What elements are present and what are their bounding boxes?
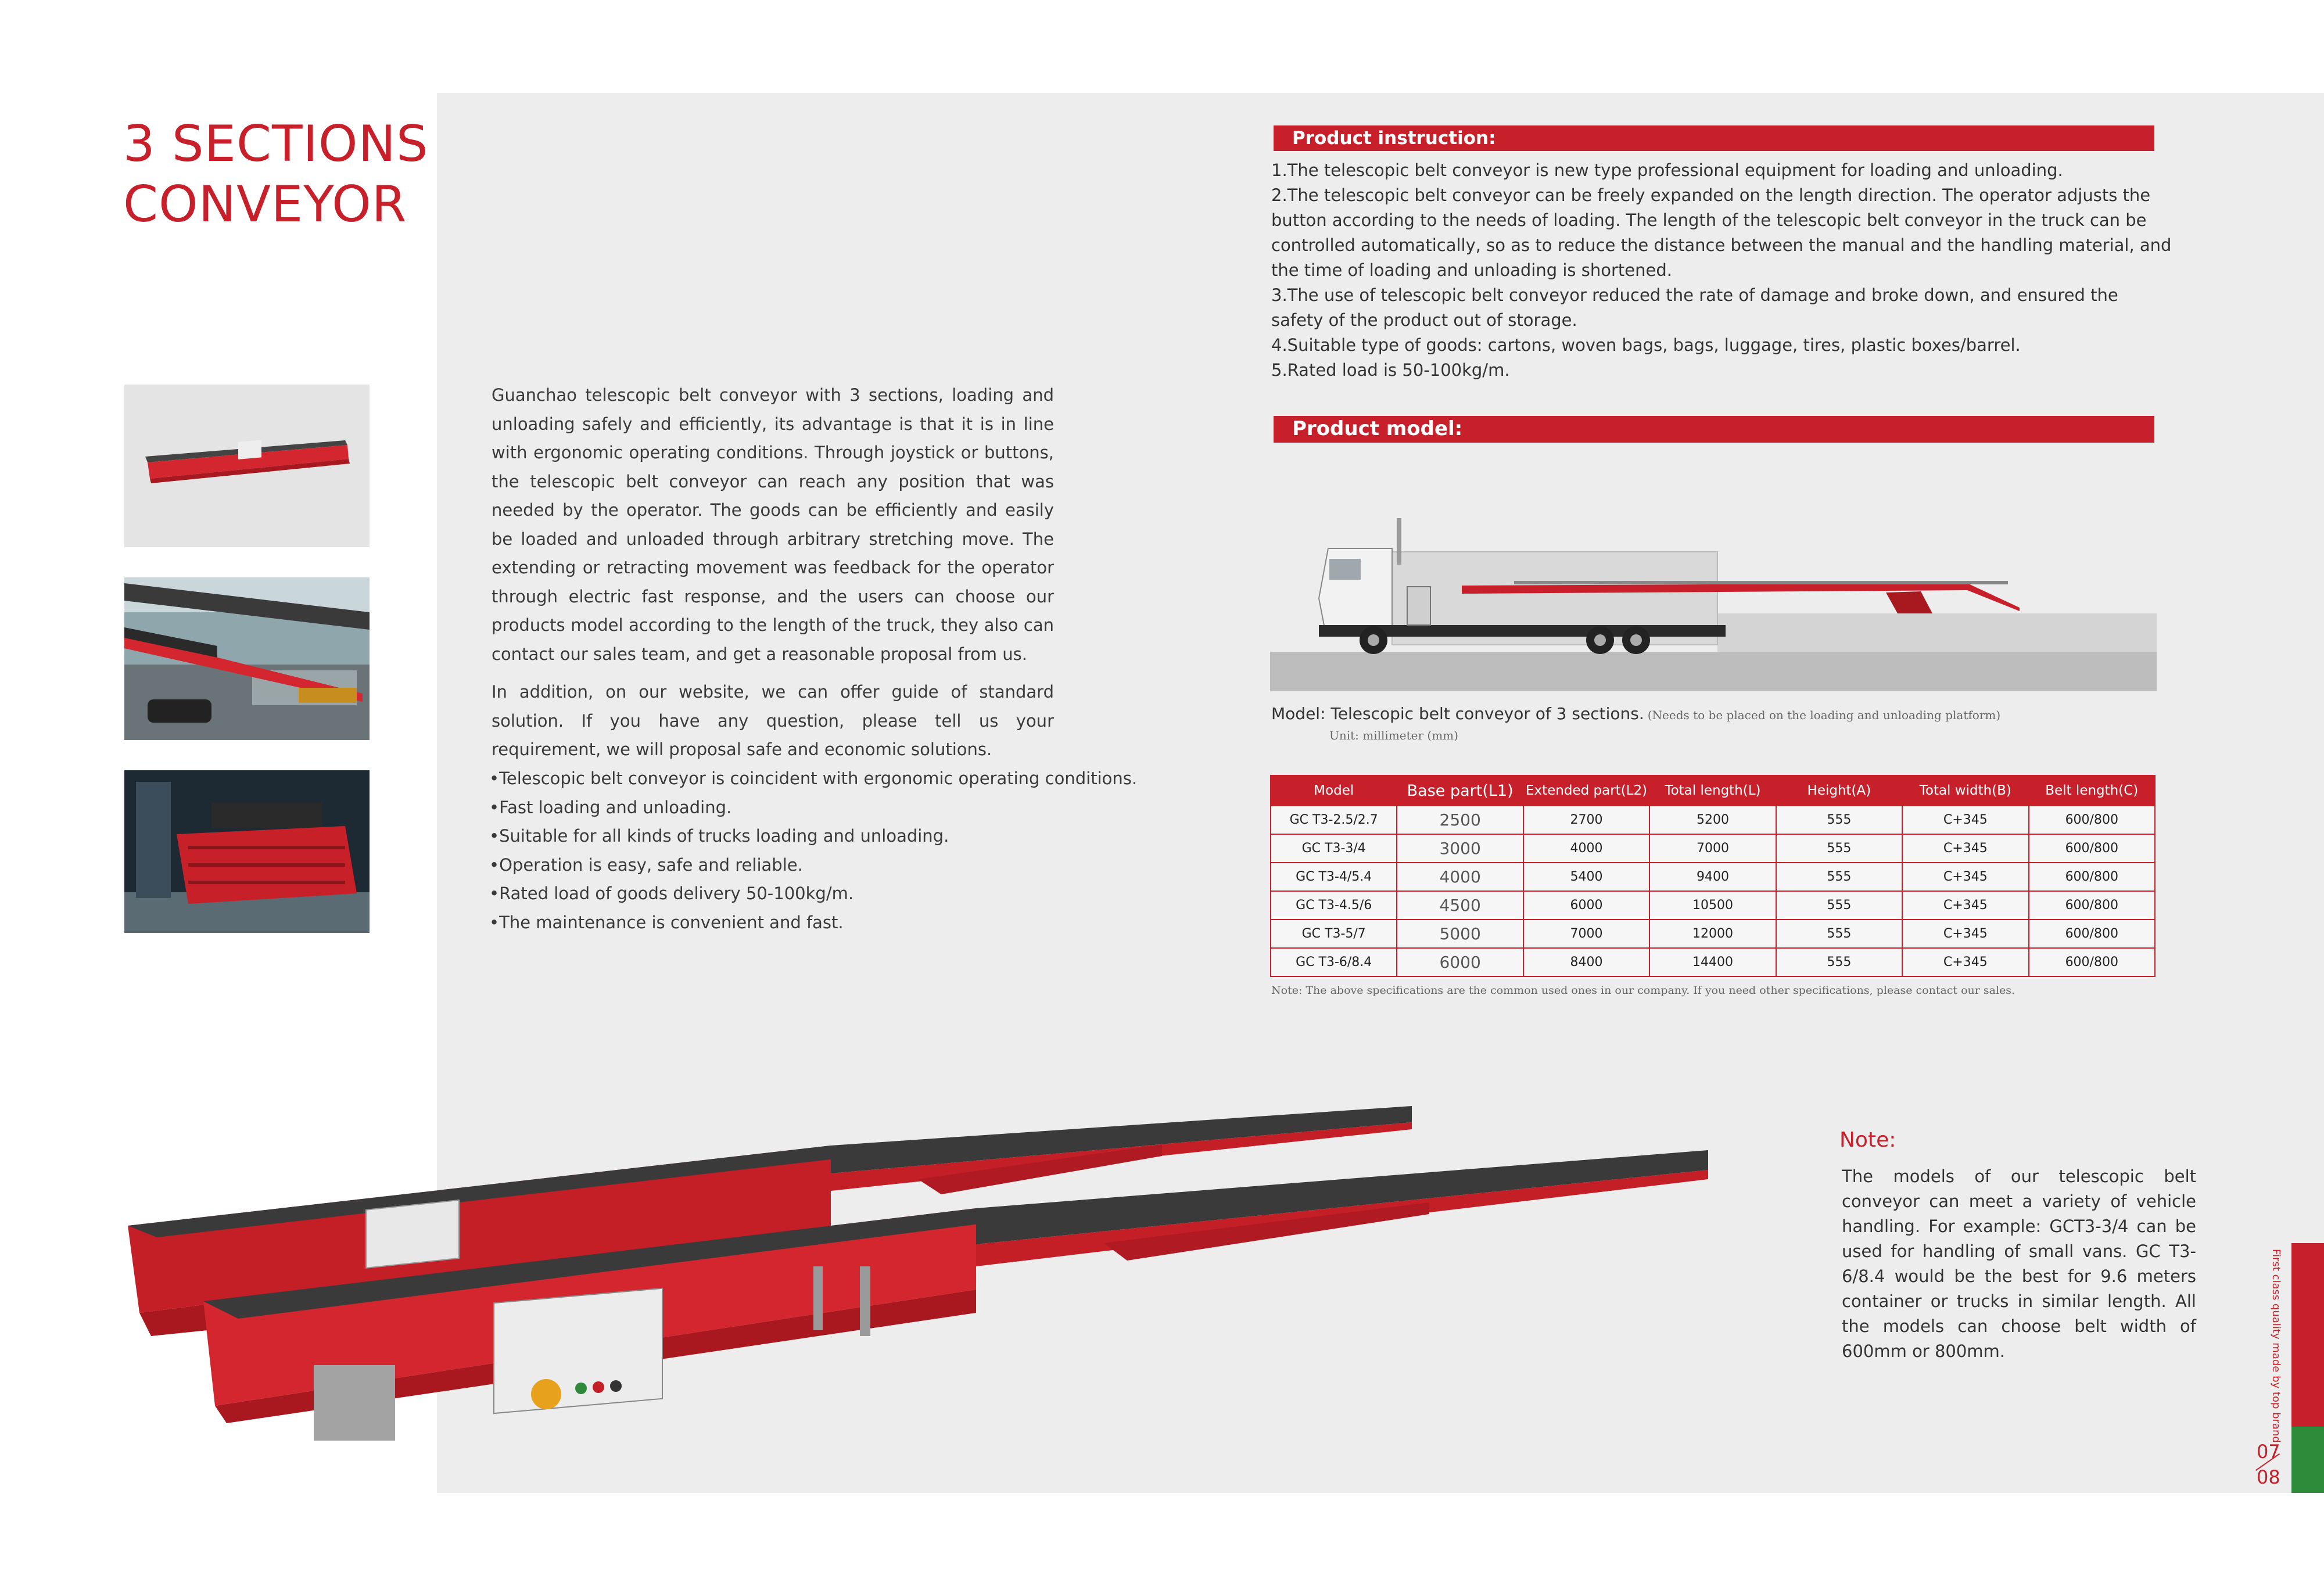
instruction-item: 2.The telescopic belt conveyor can be freely expanded on the length direction. The operator adjusts the button according to the needs of loading. The length of the telescopic belt conveyor in the truck can be controlled automatically, so as to reduce the distance between the manual and the handling material, and the time of loading and unloading is shortened. — [1271, 185, 2172, 280]
cell-base-part: 5000 — [1397, 920, 1523, 948]
cell-extended-part: 8400 — [1523, 948, 1649, 976]
conveyor-product-illustration — [116, 1092, 1731, 1510]
feature-list — [489, 764, 1138, 937]
unit-label: Unit: millimeter (mm) — [1329, 728, 1458, 742]
cell-total-width: C+345 — [1902, 891, 2028, 920]
description-paragraph-1: Guanchao telescopic belt conveyor with 3 sections, loading and unloading safely and efficiently, its advantage is that it is in line with ergonomic operating conditions. Through joystick or buttons, the telescopic belt conveyor can reach any position that was needed by the operator. The goods can be efficiently and easily be loaded and unloaded through arbitrary stretching move. The extending or retracting movement was feedback for the operator through electric fast response, and the users can choose our products model according to the length of the truck, they also can contact our sales team, and get a reasonable proposal from us. — [492, 385, 1054, 664]
note-title: Note: — [1839, 1128, 1896, 1152]
header-height: Height(A) — [1776, 775, 1902, 806]
title-line-1: 3 SECTIONS — [123, 115, 429, 173]
cell-total-length: 12000 — [1649, 920, 1776, 948]
cell-total-length: 10500 — [1649, 891, 1776, 920]
truck-loading-diagram — [1270, 505, 2157, 697]
cell-height: 555 — [1776, 920, 1902, 948]
feature-item: •The maintenance is convenient and fast. — [489, 912, 844, 932]
spec-table — [1270, 775, 2156, 977]
cell-total-width: C+345 — [1902, 948, 2028, 976]
feature-item: •Fast loading and unloading. — [489, 797, 732, 817]
cell-belt-length: 600/800 — [2029, 806, 2155, 834]
instruction-item: 1.The telescopic belt conveyor is new type professional equipment for loading and unloading. — [1271, 160, 2063, 180]
header-base-part: Base part(L1) — [1397, 775, 1523, 806]
thumbnail-conveyor-studio — [124, 385, 370, 547]
feature-item: •Rated load of goods delivery 50-100kg/m. — [489, 884, 854, 903]
model-caption: Model: Telescopic belt conveyor of 3 sections. — [1271, 704, 1644, 723]
table-row — [1271, 834, 2155, 863]
cell-model: GC T3-6/8.4 — [1271, 948, 1397, 976]
cell-total-width: C+345 — [1902, 834, 2028, 863]
table-row — [1271, 920, 2155, 948]
cell-belt-length: 600/800 — [2029, 863, 2155, 891]
cell-total-width: C+345 — [1902, 863, 2028, 891]
feature-item: •Suitable for all kinds of trucks loading and unloading. — [489, 826, 949, 846]
cell-extended-part: 4000 — [1523, 834, 1649, 863]
header-extended-part: Extended part(L2) — [1523, 775, 1649, 806]
cell-base-part: 6000 — [1397, 948, 1523, 976]
cell-model: GC T3-5/7 — [1271, 920, 1397, 948]
cell-total-length: 7000 — [1649, 834, 1776, 863]
thumbnail-conveyor-warehouse — [124, 577, 370, 740]
side-accent-red — [2291, 1243, 2324, 1436]
title-line-2: CONVEYOR — [123, 175, 407, 234]
cell-total-width: C+345 — [1902, 920, 2028, 948]
cell-belt-length: 600/800 — [2029, 834, 2155, 863]
cell-height: 555 — [1776, 863, 1902, 891]
cell-belt-length: 600/800 — [2029, 891, 2155, 920]
cell-height: 555 — [1776, 891, 1902, 920]
cell-model: GC T3-4/5.4 — [1271, 863, 1397, 891]
side-accent-green — [2291, 1427, 2324, 1493]
instruction-heading: Product instruction: — [1274, 125, 2154, 151]
feature-item: •Operation is easy, safe and reliable. — [489, 854, 803, 875]
cell-extended-part: 5400 — [1523, 863, 1649, 891]
page-number-right: 08 — [2257, 1466, 2280, 1488]
thumbnail-conveyor-dock — [124, 770, 370, 933]
cell-base-part: 4000 — [1397, 863, 1523, 891]
header-belt-length: Belt length(C) — [2029, 775, 2155, 806]
side-tagline-text: First class quality made by top brand — [2270, 1249, 2282, 1443]
cell-belt-length: 600/800 — [2029, 948, 2155, 976]
table-footnote: Note: The above specifications are the common used ones in our company. If you need other specifications, please contact our sales. — [1271, 984, 2015, 997]
model-caption-note: (Needs to be placed on the loading and unloading platform) — [1647, 708, 2001, 722]
table-row — [1271, 948, 2155, 976]
description-paragraph-2: In addition, on our website, we can offer guide of standard solution. If you have any question, please tell us your requirement, we will proposal safe and economic solutions. — [492, 682, 1054, 759]
cell-base-part: 4500 — [1397, 891, 1523, 920]
header-model: Model — [1271, 775, 1397, 806]
feature-item: •Telescopic belt conveyor is coincident with ergonomic operating conditions. — [489, 769, 1138, 788]
cell-model: GC T3-2.5/2.7 — [1271, 806, 1397, 834]
cell-extended-part: 7000 — [1523, 920, 1649, 948]
cell-extended-part: 2700 — [1523, 806, 1649, 834]
page-number-left: 07 — [2257, 1441, 2280, 1463]
cell-total-width: C+345 — [1902, 806, 2028, 834]
model-heading: Product model: — [1274, 416, 2154, 443]
table-row — [1271, 806, 2155, 834]
header-total-length: Total length(L) — [1649, 775, 1776, 806]
cell-model: GC T3-3/4 — [1271, 834, 1397, 863]
cell-base-part: 2500 — [1397, 806, 1523, 834]
cell-total-length: 14400 — [1649, 948, 1776, 976]
cell-extended-part: 6000 — [1523, 891, 1649, 920]
instruction-list — [1271, 158, 2173, 383]
product-description — [492, 381, 1054, 774]
cell-total-length: 9400 — [1649, 863, 1776, 891]
table-row — [1271, 891, 2155, 920]
header-total-width: Total width(B) — [1902, 775, 2028, 806]
instruction-item: 5.Rated load is 50-100kg/m. — [1271, 360, 1510, 380]
cell-model: GC T3-4.5/6 — [1271, 891, 1397, 920]
instruction-item: 3.The use of telescopic belt conveyor reduced the rate of damage and broke down, and ensured the safety of the product out of storage. — [1271, 285, 2118, 330]
cell-total-length: 5200 — [1649, 806, 1776, 834]
cell-base-part: 3000 — [1397, 834, 1523, 863]
table-row — [1271, 863, 2155, 891]
cell-height: 555 — [1776, 948, 1902, 976]
cell-belt-length: 600/800 — [2029, 920, 2155, 948]
cell-height: 555 — [1776, 834, 1902, 863]
side-tagline — [2265, 1249, 2288, 1443]
note-body: The models of our telescopic belt conveyor can meet a variety of vehicle handling. For example: GCT3-3/4 can be used for handling of small vans. GC T3-6/8.4 would be the best for 9.6 meters container or trucks in similar length. All the models can choose belt width of 600mm or 800mm. — [1842, 1166, 2196, 1361]
model-caption-line — [1271, 704, 2000, 723]
page-title — [123, 114, 429, 235]
spec-table-header-row — [1271, 775, 2155, 806]
cell-height: 555 — [1776, 806, 1902, 834]
instruction-item: 4.Suitable type of goods: cartons, woven bags, bags, luggage, tires, plastic boxes/barrel. — [1271, 335, 2021, 355]
